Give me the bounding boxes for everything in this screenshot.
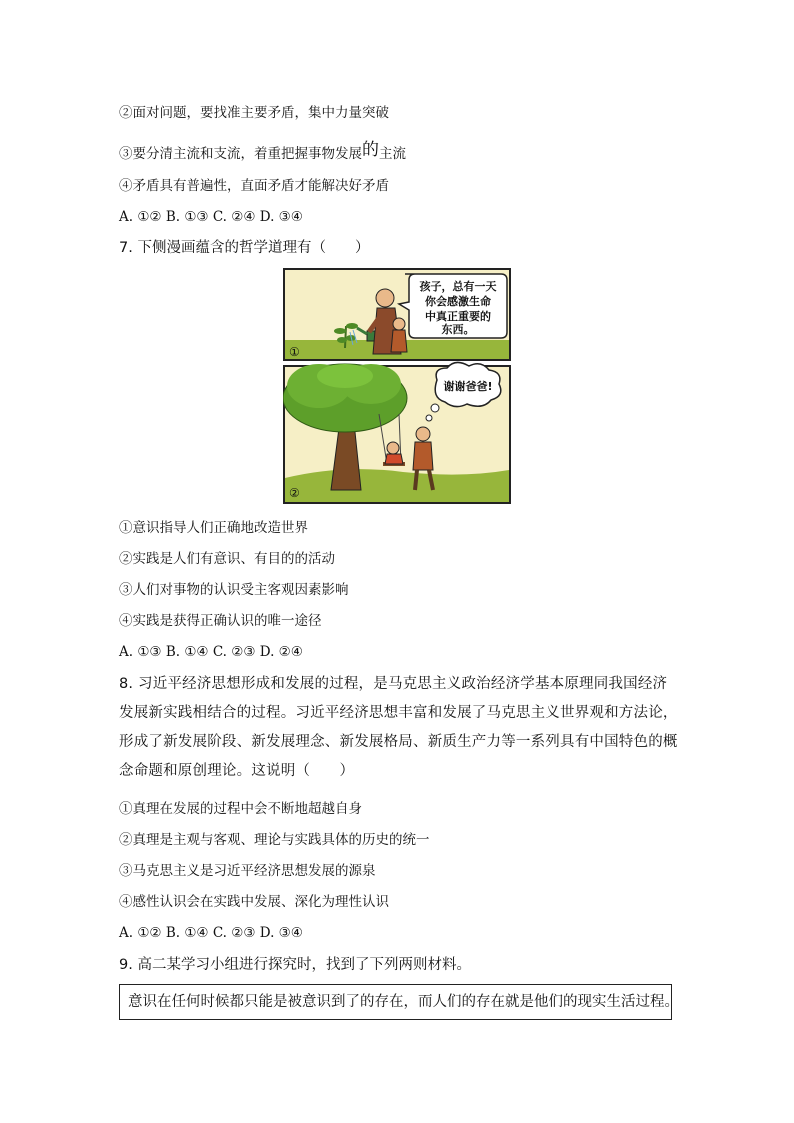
comic-panel-1	[284, 269, 510, 360]
q7-option-2: ②实践是人们有意识、有目的的活动	[119, 551, 335, 567]
q6-option-3-text-b: 的	[362, 140, 379, 160]
panel1-speech-line-4: 东西。	[441, 323, 475, 336]
panel1-speech-line-2: 你会感激生命	[425, 295, 491, 308]
q6-option-2: ②面对问题，要找准主要矛盾，集中力量突破	[119, 105, 389, 121]
q6-option-3-text-c: 主流	[379, 146, 406, 162]
q9-material-box: 意识在任何时候都只能是被意识到了的存在，而人们的存在就是他们的现实生活过程。	[119, 984, 672, 1020]
q8-stem: 8. 习近平经济思想形成和发展的过程，是马克思主义政治经济学基本原理同我国经济发展新实践相结合的过程。习近平经济思想丰富和发展了马克思主义世界观和方法论，形成了新发展阶段、新发展理念、新发展格局、新质生产力等一系列具有中国特色的概念命题和原创理论。这说明（ ）	[119, 676, 678, 779]
q8-option-1: ①真理在发展的过程中会不断地超越自身	[119, 801, 362, 817]
q8-option-3: ③马克思主义是习近平经济思想发展的源泉	[119, 863, 376, 879]
panel2-thought-text: 谢谢爸爸!	[443, 380, 493, 393]
panel2-number: ②	[289, 486, 300, 500]
comic-image	[283, 268, 511, 504]
q7-option-4: ④实践是获得正确认识的唯一途径	[119, 613, 322, 629]
panel1-speech-line-1: 孩子，总有一天	[419, 280, 497, 293]
q6-option-3	[119, 141, 406, 163]
q7-answer-choices: A. ①③ B. ①④ C. ②③ D. ②④	[119, 644, 303, 660]
panel1-number: ①	[289, 345, 300, 359]
q7-option-3: ③人们对事物的认识受主客观因素影响	[119, 582, 349, 598]
q9-stem: 9. 高二某学习小组进行探究时，找到了下列两则材料。	[119, 957, 471, 973]
q6-answer-choices: A. ①② B. ①③ C. ②④ D. ③④	[119, 209, 303, 225]
q6-option-4: ④矛盾具有普遍性，直面矛盾才能解决好矛盾	[119, 178, 389, 194]
q6-option-3-text-a: ③要分清主流和支流，着重把握事物发展	[119, 146, 362, 162]
q8-option-4: ④感性认识会在实践中发展、深化为理性认识	[119, 894, 389, 910]
q8-answer-choices: A. ①② B. ①④ C. ②③ D. ③④	[119, 925, 303, 941]
q8-option-2: ②真理是主观与客观、理论与实践具体的历史的统一	[119, 832, 430, 848]
q7-option-1: ①意识指导人们正确地改造世界	[119, 520, 308, 536]
panel1-speech-line-3: 中真正重要的	[425, 310, 491, 323]
comic-panel-2	[283, 362, 510, 503]
q7-stem: 7. 下侧漫画蕴含的哲学道理有（ ）	[119, 240, 370, 256]
